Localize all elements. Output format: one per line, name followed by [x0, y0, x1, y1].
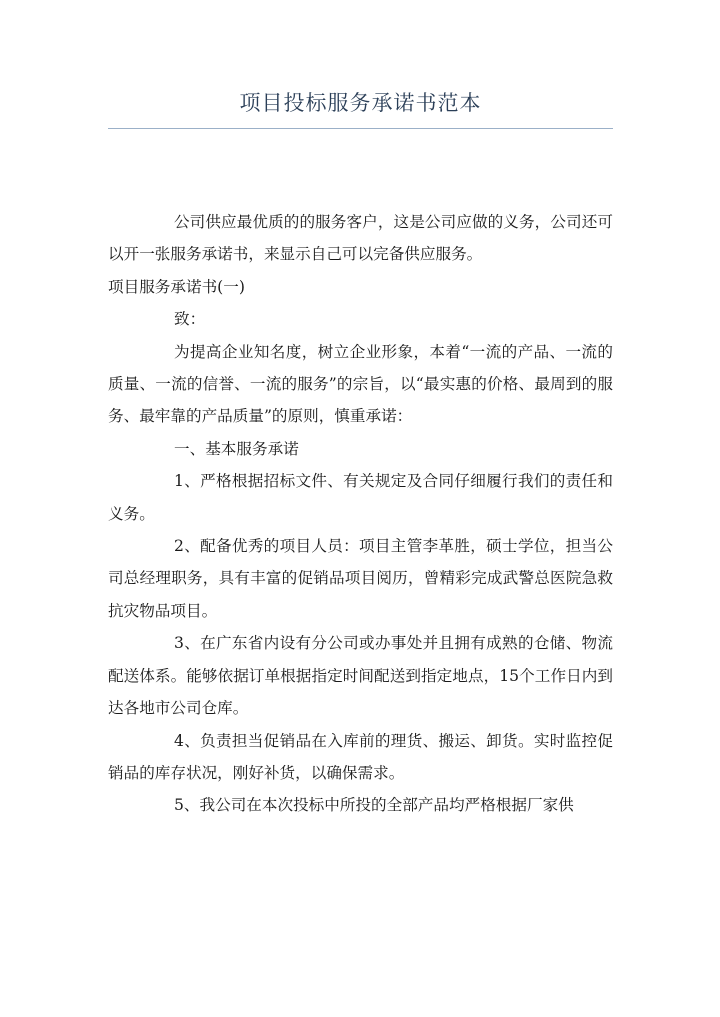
paragraph-preamble: 为提高企业知名度，树立企业形象，本着“一流的产品、一流的质量、一流的信誉、一流的服务”的宗旨，以“最实惠的价格、最周到的服务、最牢靠的产品质量”的原则，慎重承诺： [108, 342, 613, 426]
document-title: 项目投标服务承诺书范本 [239, 91, 482, 115]
section-heading: 项目服务承诺书(一) [108, 277, 245, 296]
list-item-2: 2、配备优秀的项目人员：项目主管李革胜，硕士学位，担当公司总经理职务，具有丰富的促销品项目阅历，曾精彩完成武警总医院急救抗灾物品项目。 [108, 537, 613, 620]
paragraph-salutation: 致： [174, 310, 206, 329]
paragraph-intro: 公司供应最优质的的服务客户，这是公司应做的义务，公司还可以开一张服务承诺书，来显示自己可以完备供应服务。 [108, 213, 613, 264]
list-item-3: 3、在广东省内设有分公司或办事处并且拥有成熟的仓储、物流配送体系。能够依据订单根据指定时间配送到指定地点，15个工作日内到达各地市公司仓库。 [108, 634, 613, 718]
title-divider [108, 128, 613, 129]
document-body [108, 206, 613, 822]
list-item-4: 4、负责担当促销品在入库前的理货、搬运、卸货。实时监控促销品的库存状况，刚好补货，以确保需求。 [108, 731, 613, 782]
list-item-1: 1、严格根据招标文件、有关规定及合同仔细履行我们的责任和义务。 [108, 472, 613, 523]
subsection-heading: 一、基本服务承诺 [174, 439, 299, 458]
list-item-5: 5、我公司在本次投标中所投的全部产品均严格根据厂家供 [174, 796, 574, 815]
